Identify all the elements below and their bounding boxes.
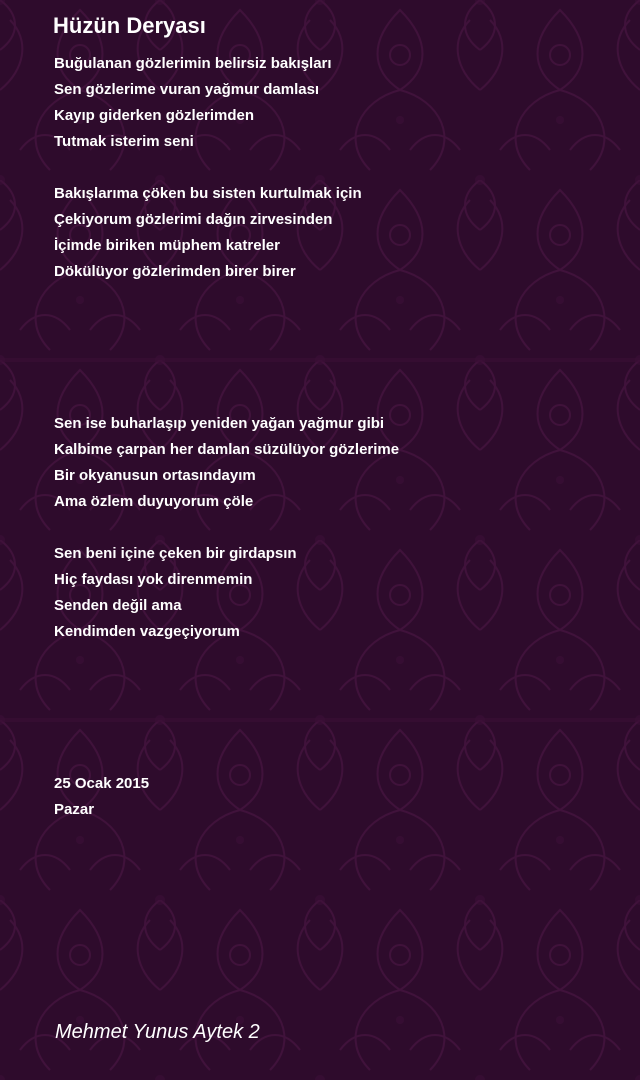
poem-line: Hiç faydası yok direnmemin bbox=[54, 571, 253, 588]
stanza-1 bbox=[54, 51, 332, 155]
poem-line: Sen ise buharlaşıp yeniden yağan yağmur gibi bbox=[54, 415, 385, 432]
author-name: Mehmet Yunus Aytek 2 bbox=[55, 1021, 260, 1043]
poem-line: Ama özlem duyuyorum çöle bbox=[54, 493, 254, 510]
poem-line: Kendimden vazgeçiyorum bbox=[54, 623, 240, 640]
poem-line: Sen gözlerime vuran yağmur damlası bbox=[54, 81, 320, 98]
poem-line: Buğulanan gözlerimin belirsiz bakışları bbox=[54, 55, 332, 72]
stanza-3 bbox=[54, 411, 399, 515]
poem-line: Sen beni içine çeken bir girdapsın bbox=[54, 545, 297, 562]
poem-line: İçimde biriken müphem katreler bbox=[54, 237, 280, 254]
stanza-2 bbox=[54, 181, 362, 285]
poem-line: Tutmak isterim seni bbox=[54, 133, 194, 150]
poem-line: Kalbime çarpan her damlan süzülüyor gözlerime bbox=[54, 441, 400, 458]
poem-line: Senden değil ama bbox=[54, 597, 182, 614]
poem-line: Kayıp giderken gözlerimden bbox=[54, 107, 255, 124]
poem-date: 25 Ocak 2015 bbox=[54, 775, 150, 792]
poem-line: Bakışlarıma çöken bu sisten kurtulmak için bbox=[54, 185, 362, 202]
poem-day: Pazar bbox=[54, 801, 95, 818]
poem-line: Dökülüyor gözlerimden birer birer bbox=[54, 263, 296, 280]
poem-date-block bbox=[54, 771, 149, 823]
poem-line: Çekiyorum gözlerimi dağın zirvesinden bbox=[54, 211, 333, 228]
stanza-4 bbox=[54, 541, 297, 645]
poem-line: Bir okyanusun ortasındayım bbox=[54, 467, 256, 484]
poem-title: Hüzün Deryası bbox=[53, 13, 206, 38]
